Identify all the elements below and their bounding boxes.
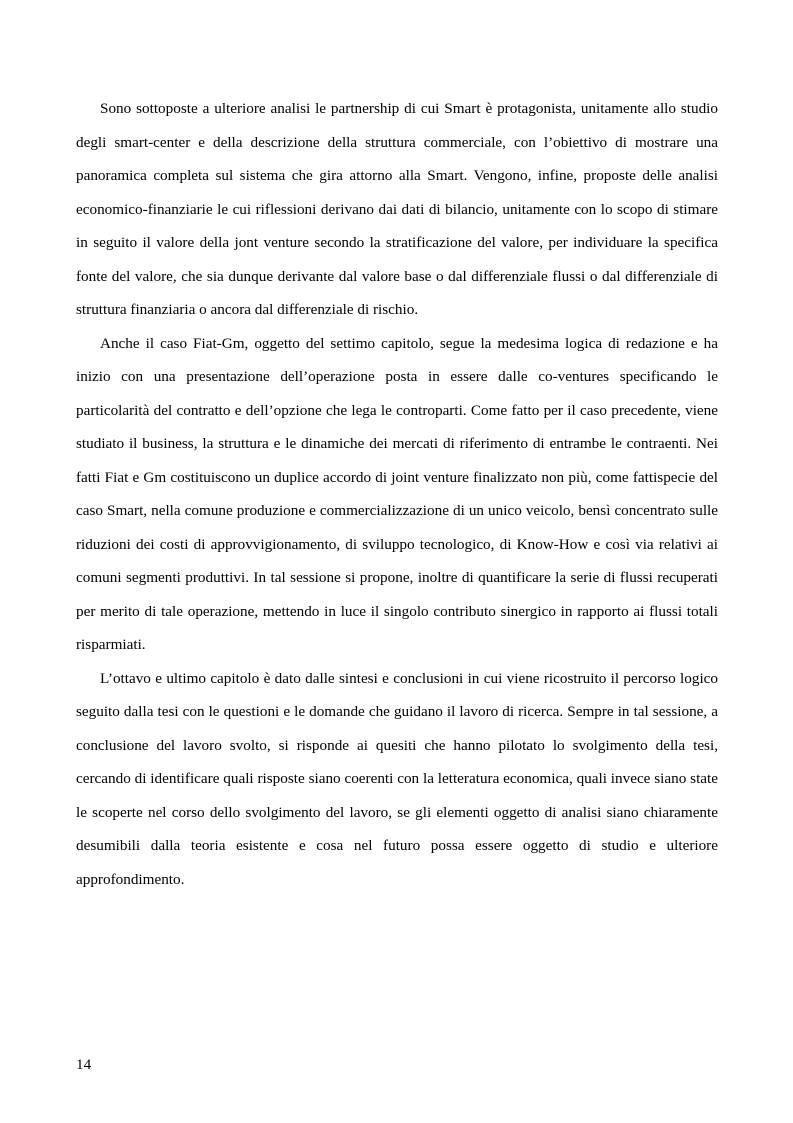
body-text	[76, 92, 718, 896]
paragraph-smart-analysis: Sono sottoposte a ulteriore analisi le partnership di cui Smart è protagonista, unitamente allo studio degli smart-center e della descrizione della struttura commerciale, con l’obiettivo di mostrare una panoramica completa sul sistema che gira attorno alla Smart. Vengono, infine, proposte delle analisi economico-finanziarie le cui riflessioni derivano dai dati di bilancio, unitamente con lo scopo di stimare in seguito il valore della jont venture secondo la stratificazione del valore, per individuare la specifica fonte del valore, che sia dunque derivante dal valore base o dal differenziale flussi o dal differenziale di struttura finanziaria o ancora dal differenziale di rischio.	[76, 100, 718, 318]
paragraph-conclusions: L’ottavo e ultimo capitolo è dato dalle sintesi e conclusioni in cui viene ricostruito il percorso logico seguito dalla tesi con le questioni e le domande che guidano il lavoro di ricerca. Sempre in tal sessione, a conclusione del lavoro svolto, si risponde ai quesiti che hanno pilotato lo svolgimento della tesi, cercando di identificare quali risposte siano coerenti con la letteratura economica, quali invece siano state le scoperte nel corso dello svolgimento del lavoro, se gli elementi oggetto di analisi siano chiaramente desumibili dalla teoria esistente e cosa nel futuro possa essere oggetto di studio e ulteriore approfondimento.	[76, 669, 718, 888]
page-number: 14	[76, 1056, 92, 1073]
paragraph-fiat-gm-case: Anche il caso Fiat-Gm, oggetto del settimo capitolo, segue la medesima logica di redazione e ha inizio con una presentazione dell’operazione posta in essere dalle co-ventures specificando le particolarità del contratto e dell’opzione che lega le controparti. Come fatto per il caso precedente, viene studiato il business, la struttura e le dinamiche dei mercati di riferimento di entrambe le contraenti. Nei fatti Fiat e Gm costituiscono un duplice accordo di joint venture finalizzato non più, come fattispecie del caso Smart, nella comune produzione e commercializzazione di un unico veicolo, bensì concentrato sulle riduzioni dei costi di approvvigionamento, di sviluppo tecnologico, di Know-How e così via relativi ai comuni segmenti produttivi. In tal sessione si propone, inoltre di quantificare la serie di flussi recuperati per merito di tale operazione, mettendo in luce il singolo contributo sinergico in rapporto ai flussi totali risparmiati.	[76, 334, 718, 653]
